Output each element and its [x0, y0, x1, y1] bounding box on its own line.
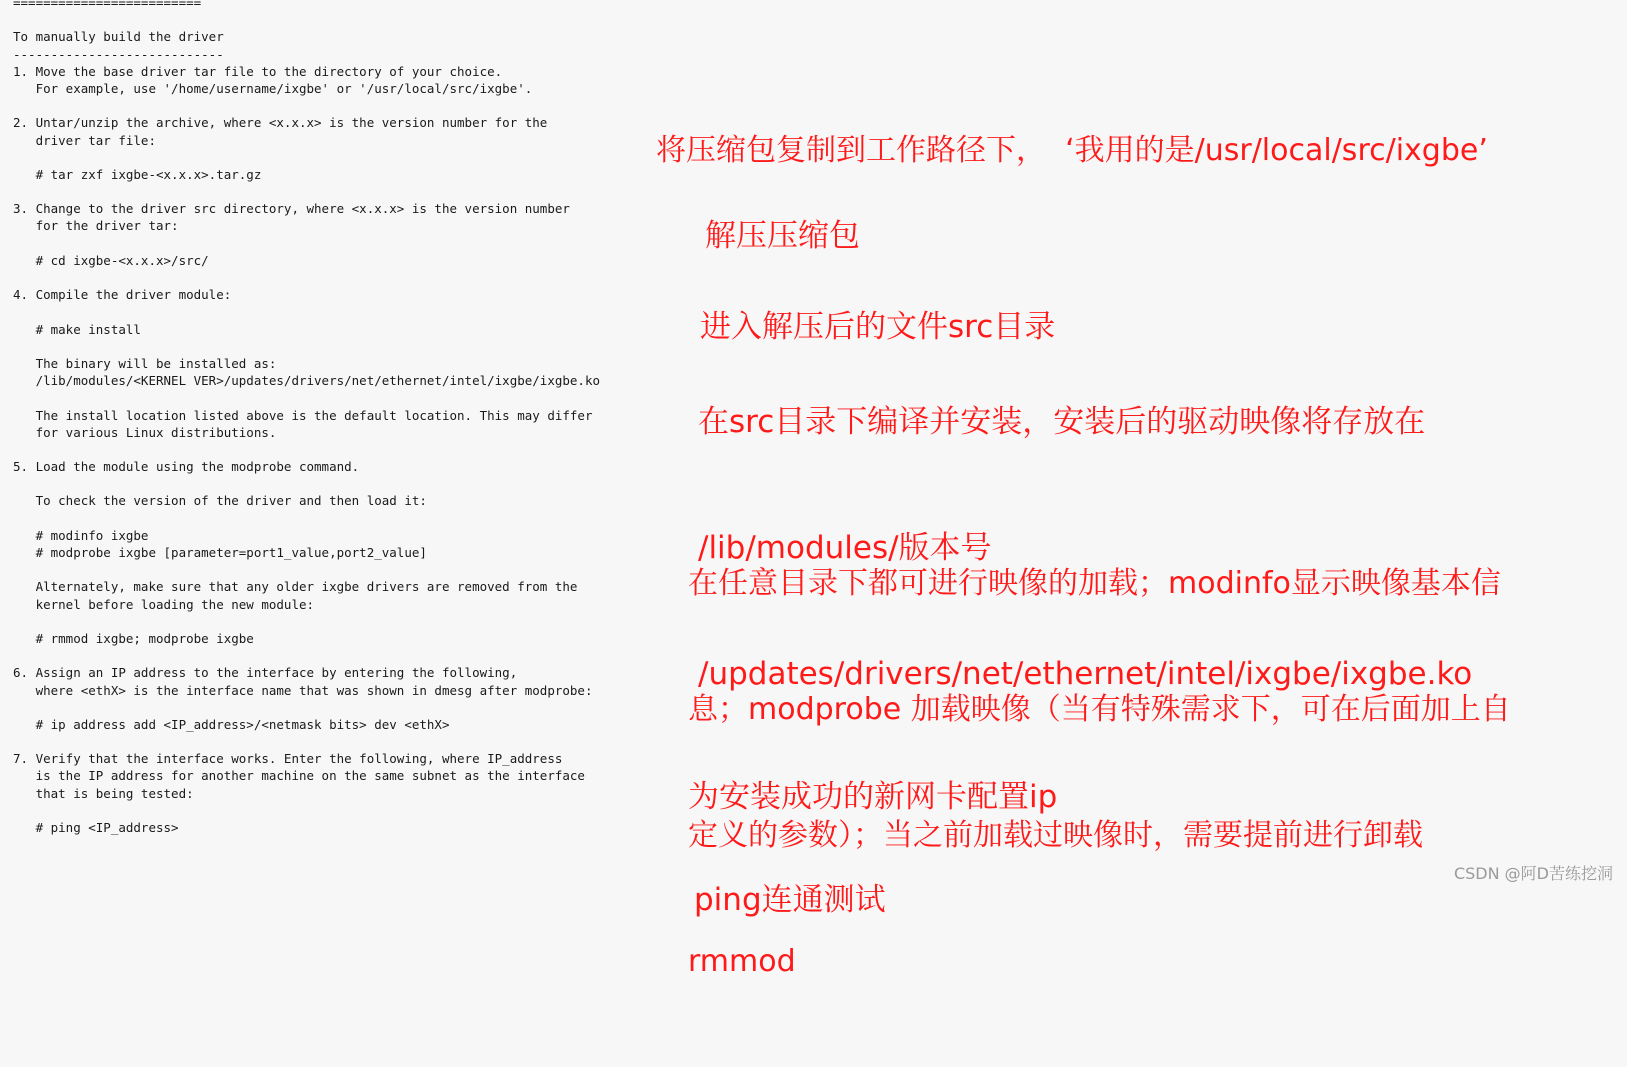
readme-line [13, 149, 653, 166]
readme-line: # modinfo ixgbe [13, 527, 149, 543]
readme-line [13, 475, 653, 492]
readme-line: # cd ixgbe-<x.x.x>/src/ [13, 252, 209, 268]
annotation-step6-line: 为安装成功的新网卡配置ip [688, 779, 1058, 815]
readme-line: To manually build the driver [13, 29, 224, 45]
readme-line: 4. Compile the driver module: [13, 287, 232, 303]
annotation-step5-line-4: rmmod [688, 944, 796, 979]
readme-line [13, 338, 653, 355]
readme-line: 6. Assign an IP address to the interface by entering the following, [13, 665, 518, 681]
readme-line: for the driver tar: [13, 218, 179, 234]
readme-line: The binary will be installed as: [13, 355, 277, 371]
readme-line: 2. Untar/unzip the archive, where <x.x.x> is the version number for the [13, 115, 548, 131]
annotation-step5-line-2: 息；modprobe 加载映像（当有特殊需求下，可在后面加上自 [688, 692, 1511, 727]
readme-line: 3. Change to the driver src directory, where <x.x.x> is the version number [13, 201, 570, 217]
readme-line [13, 183, 653, 200]
readme-line [13, 561, 653, 578]
readme-line [13, 733, 653, 750]
readme-line: # make install [13, 321, 141, 337]
readme-line [13, 97, 653, 114]
readme-line [13, 235, 653, 252]
readme-text-block [13, 0, 653, 836]
readme-line: 5. Load the module using the modprobe command. [13, 459, 360, 475]
csdn-watermark: CSDN @阿D苦练挖洞 [1453, 864, 1613, 883]
readme-line: # rmmod ixgbe; modprobe ixgbe [13, 630, 254, 646]
annotation-step7 [694, 795, 886, 1005]
readme-line [13, 389, 653, 406]
readme-line: that is being tested: [13, 785, 194, 801]
annotation-step5-line-3: 定义的参数）；当之前加载过映像时，需要提前进行卸载 [688, 818, 1423, 853]
readme-line [13, 802, 653, 819]
readme-line: where <ethX> is the interface name that was shown in dmesg after modprobe: [13, 682, 593, 698]
readme-line: /lib/modules/<KERNEL VER>/updates/drivers/net/ethernet/intel/ixgbe/ixgbe.ko [13, 373, 600, 389]
readme-line: # tar zxf ixgbe-<x.x.x>.tar.gz [13, 166, 262, 182]
readme-line: The install location listed above is the default location. This may differ [13, 407, 593, 423]
readme-line: # ping <IP_address> [13, 820, 179, 835]
readme-line [13, 303, 653, 320]
readme-line: for various Linux distributions. [13, 424, 277, 440]
annotation-step4-line-1: 在src目录下编译并安装，安装后的驱动映像将存放在 [698, 404, 1426, 440]
annotation-step2-line: 解压压缩包 [705, 218, 860, 254]
readme-line [13, 699, 653, 716]
readme-line [13, 269, 653, 286]
readme-line: kernel before loading the new module: [13, 596, 315, 612]
annotation-step7-line: ping连通测试 [694, 882, 886, 918]
readme-line: # ip address add <IP_address>/<netmask bits> dev <ethX> [13, 716, 450, 732]
readme-line: Alternately, make sure that any older ixgbe drivers are removed from the [13, 579, 578, 595]
readme-line: ---------------------------- [13, 46, 224, 62]
readme-line: For example, use '/home/username/ixgbe' or '/usr/local/src/ixgbe'. [13, 80, 533, 96]
readme-line: is the IP address for another machine on the same subnet as the interface [13, 768, 585, 784]
readme-line: # modprobe ixgbe [parameter=port1_value,port2_value] [13, 545, 427, 560]
readme-line [13, 441, 653, 458]
readme-line: driver tar file: [13, 132, 156, 148]
readme-line [13, 510, 653, 527]
annotation-step3-line: 进入解压后的文件src目录 [700, 309, 1056, 345]
annotation-step1-line: 将压缩包复制到工作路径下， ‘我用的是/usr/local/src/ixgbe’ [656, 133, 1488, 168]
readme-line: 1. Move the base driver tar file to the directory of your choice. [13, 63, 503, 79]
readme-line: 7. Verify that the interface works. Enter the following, where IP_address [13, 751, 563, 767]
annotation-step4-line-3: /updates/drivers/net/ethernet/intel/ixgbe/ixgbe.ko [698, 656, 1473, 692]
readme-line: To check the version of the driver and then load it: [13, 493, 427, 509]
annotation-step4-line-2: /lib/modules/版本号 [698, 530, 992, 566]
readme-line [13, 11, 653, 28]
annotation-step5-line-1: 在任意目录下都可进行映像的加载；modinfo显示映像基本信 [688, 566, 1501, 601]
readme-line: ========================= [13, 0, 202, 10]
readme-line [13, 613, 653, 630]
readme-line [13, 647, 653, 664]
